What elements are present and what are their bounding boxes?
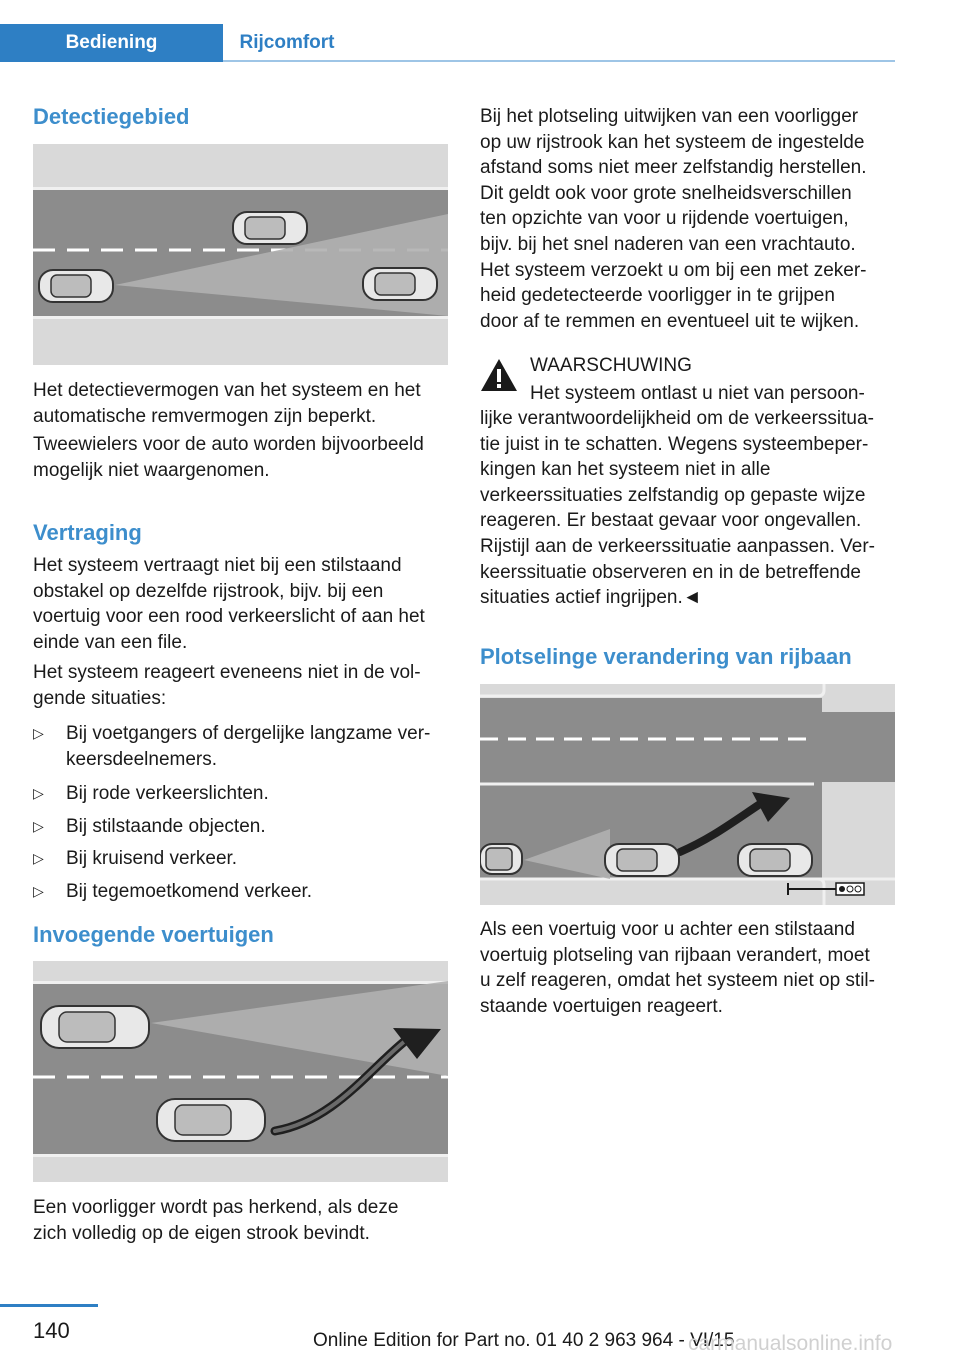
warning-text-first-line: Het systeem ontlast u niet van persoon‐ (530, 383, 865, 404)
triangle-right-icon: ▷ (33, 850, 44, 867)
triangle-right-icon: ▷ (33, 785, 44, 802)
figure-sudden-lane-change (480, 684, 895, 905)
header-rule (223, 60, 895, 62)
heading-invoegende-voertuigen: Invoegende voertuigen (33, 922, 274, 947)
heading-vertraging: Vertraging (33, 520, 142, 545)
warning-text: lijke verantwoordelijkheid om de verkeerssitua‐ tie juist in te schatten. Wegens systeembeper‐ kingen kan het systeem niet in alle verkeerssituaties zelfstandig op gepaste wijze reageren. Er bestaat gevaar voor ongevallen. Rijstijl aan de verkeerssituatie aanpassen. Ver‐ keerssituatie observeren en in de betreffende situaties actief ingrijpen.◄ (480, 408, 875, 609)
header-tabbar (0, 24, 895, 62)
list-item: ▷ Bij stilstaande objecten. (33, 814, 448, 840)
list-item: ▷ Bij rode verkeerslichten. (33, 781, 448, 807)
list-item: ▷ Bij kruisend verkeer. (33, 846, 448, 872)
figure-merging-vehicles (33, 961, 448, 1182)
car-icon (738, 844, 812, 876)
figure-detection-area (33, 144, 448, 365)
detection-area-illustration (33, 144, 448, 365)
paragraph-vertraging-1: Het systeem vertraagt niet bij een stilstaand obstakel op dezelfde rijstrook, bijv. bij een voertuig voor een rood verkeerslicht of aan het einde van een file. (33, 555, 425, 653)
paragraph-vertraging-2: Het systeem reageert eveneens niet in de vol‐ gende situaties: (33, 662, 421, 709)
paragraph-detectie-1: Het detectievermogen van het systeem en het automatische remvermogen zijn beperkt. (33, 380, 421, 427)
warning-title: WAARSCHUWING (530, 355, 692, 376)
paragraph-plotselinge: Als een voertuig voor u achter een stilstaand voertuig plotseling van rijbaan verandert, moet u zelf reageren, omdat het systeem niet op stil‐ staande voertuigen reageert. (480, 919, 875, 1017)
page-number: 140 (33, 1318, 70, 1343)
paragraph-uitwijken: Bij het plotseling uitwijken van een voorligger op uw rijstrook kan het systeem de ingestelde afstand soms niet meer zelfstandig herstellen. Dit geldt ook voor grote snelheidsverschillen ten opzichte van voor u rijdende voertuigen, bijv. bij het snel naderen van een vrachtauto. Het systeem verzoekt u om bij een met zeker‐ heid gedetecteerde voorligger in te grijpen door af te remmen en eventueel uit te wijken. (480, 106, 867, 332)
paragraph-detectie-2: Tweewielers voor de auto worden bijvoorbeeld mogelijk niet waargenomen. (33, 434, 424, 481)
list-item: ▷ Bij voetgangers of dergelijke langzame ver‐ keersdeelnemers. (33, 723, 431, 770)
edition-text: Online Edition for Part no. 01 40 2 963 964 - VI/15 (313, 1330, 735, 1351)
watermark: carmanualsonline.info (688, 1332, 893, 1355)
warning-triangle-icon (480, 358, 518, 392)
heading-detectiegebied: Detectiegebied (33, 104, 190, 129)
tab-bediening[interactable]: Bediening (0, 24, 223, 62)
car-icon (157, 1099, 265, 1141)
footer-rule (0, 1304, 98, 1307)
triangle-right-icon: ▷ (33, 882, 44, 899)
sudden-lane-change-illustration (480, 684, 895, 905)
paragraph-invoegende: Een voorligger wordt pas herkend, als deze zich volledig op de eigen strook bevindt. (33, 1197, 399, 1244)
car-icon (39, 270, 113, 302)
car-icon (41, 1006, 149, 1048)
car-icon (480, 844, 522, 874)
merging-vehicles-illustration (33, 961, 448, 1182)
triangle-right-icon: ▷ (33, 725, 44, 741)
heading-plotselinge-verandering: Plotselinge verandering van rijbaan (480, 644, 852, 669)
bullet-list (33, 721, 448, 905)
list-item: ▷ Bij tegemoetkomend verkeer. (33, 879, 448, 905)
car-icon (233, 212, 307, 244)
triangle-right-icon: ▷ (33, 817, 44, 834)
car-icon (363, 268, 437, 300)
car-icon (605, 844, 679, 876)
tab-rijcomfort[interactable]: Rijcomfort (239, 32, 335, 53)
